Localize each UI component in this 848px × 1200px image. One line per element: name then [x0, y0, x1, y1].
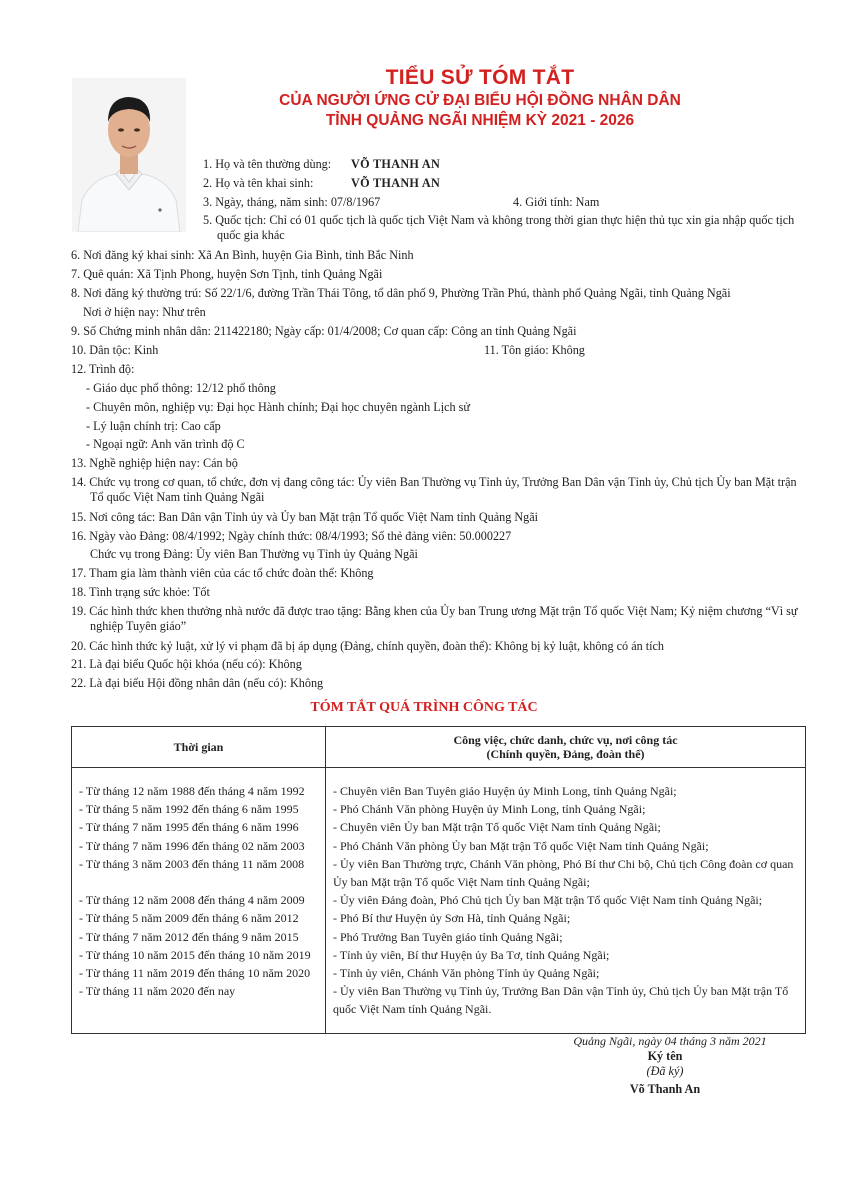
work-position: - Ủy viên Đảng đoàn, Phó Chủ tịch Ủy ban Mặt trận Tổ quốc Việt Nam tỉnh Quảng Ngãi; — [333, 893, 763, 908]
field-birth-date: 3. Ngày, tháng, năm sinh: 07/8/1967 — [203, 195, 381, 209]
work-period: - Từ tháng 3 năm 2003 đến tháng 11 năm 2008 — [79, 856, 305, 871]
signer-name: Võ Thanh An — [629, 1082, 701, 1096]
job-column-cell — [326, 768, 806, 1034]
work-period: - Từ tháng 5 năm 1992 đến tháng 6 năm 1995 — [79, 802, 299, 817]
field-peoples-council: 22. Là đại biểu Hội đồng nhân dân (nếu có): Không — [71, 676, 324, 690]
field-education-language: - Ngoại ngữ: Anh văn trình độ C — [86, 437, 245, 451]
work-period: - Từ tháng 7 năm 1996 đến tháng 02 năm 2003 — [79, 838, 305, 853]
field-discipline: 20. Các hình thức kỷ luật, xử lý vi phạm đã bị áp dụng (Đảng, chính quyền, đoàn thể): Không bị kỷ luật, không có án tích — [71, 639, 665, 653]
work-position: - Ủy viên Ban Thường vụ Tỉnh ủy, Trưởng Ban Dân vận Tỉnh ủy, Chủ tịch Ủy ban Mặt trận Tổ quốc Việt Nam tỉnh Quảng Ngãi. — [333, 984, 789, 1017]
work-position: - Phó Chánh Văn phòng Huyện ủy Minh Long, tỉnh Quảng Ngãi; — [333, 802, 646, 817]
field-education-political: - Lý luận chính trị: Cao cấp — [86, 419, 221, 433]
field-religion: 11. Tôn giáo: Không — [484, 343, 585, 357]
field-education-heading: 12. Trình độ: — [71, 362, 135, 376]
work-position: - Phó Trưởng Ban Tuyên giáo tỉnh Quảng Ngãi; — [333, 929, 563, 944]
time-column-cell — [72, 768, 326, 1034]
work-period: - Từ tháng 5 năm 2009 đến tháng 6 năm 2012 — [79, 911, 299, 926]
column-header-job-line1: Công việc, chức danh, chức vụ, nơi công tác — [453, 733, 678, 747]
portrait-photo — [72, 78, 186, 232]
work-position: - Tỉnh ủy viên, Chánh Văn phòng Tỉnh ủy Quảng Ngãi; — [333, 966, 600, 981]
field-workplace: 15. Nơi công tác: Ban Dân vận Tỉnh ủy và Ủy ban Mặt trận Tổ quốc Việt Nam tỉnh Quảng Ngãi — [71, 510, 539, 524]
field-nationality: 5. Quốc tịch: Chỉ có 01 quốc tịch là quốc tịch Việt Nam và không trong thời gian thực hiện thủ tục xin gia nhập quốc tịch quốc gia khác — [203, 213, 795, 242]
document-title: TIỂU SỬ TÓM TẮT — [385, 66, 575, 89]
document-subtitle-term: TỈNH QUẢNG NGÃI NHIỆM KỲ 2021 - 2026 — [325, 112, 635, 129]
field-current-address: Nơi ở hiện nay: Như trên — [83, 305, 206, 319]
work-position: - Phó Bí thư Huyện ủy Sơn Hà, tỉnh Quảng Ngãi; — [333, 911, 571, 926]
field-party-dates: 16. Ngày vào Đảng: 08/4/1992; Ngày chính thức: 08/4/1993; Số thẻ đảng viên: 50.000227 — [71, 529, 512, 543]
field-national-assembly: 21. Là đại biểu Quốc hội khóa (nếu có): Không — [71, 657, 302, 671]
field-education-general: - Giáo dục phổ thông: 12/12 phổ thông — [86, 381, 276, 395]
field-birth-name-value: VÕ THANH AN — [351, 176, 441, 190]
document-subtitle: CỦA NGƯỜI ỨNG CỬ ĐẠI BIỂU HỘI ĐỒNG NHÂN DÂN — [279, 92, 681, 109]
column-header-job — [326, 727, 806, 768]
row-spacer — [79, 873, 319, 891]
field-birth-registration: 6. Nơi đăng ký khai sinh: Xã An Bình, huyện Gia Bình, tỉnh Bắc Ninh — [71, 248, 414, 262]
work-period: - Từ tháng 12 năm 1988 đến tháng 4 năm 1992 — [79, 784, 305, 798]
table-header-row — [72, 727, 806, 768]
column-header-time: Thời gian — [72, 727, 326, 768]
work-period: - Từ tháng 10 năm 2015 đến tháng 10 năm 2019 — [79, 947, 311, 962]
work-position: - Phó Chánh Văn phòng Ủy ban Mặt trận Tổ quốc Việt Nam tỉnh Quảng Ngãi; — [333, 838, 709, 853]
work-history-title: TÓM TẮT QUÁ TRÌNH CÔNG TÁC — [310, 700, 538, 715]
field-organizations: 17. Tham gia làm thành viên của các tổ chức đoàn thể: Không — [71, 566, 374, 580]
work-period: - Từ tháng 12 năm 2008 đến tháng 4 năm 2009 — [79, 893, 305, 908]
row-spacer — [79, 1000, 319, 1018]
column-header-job-line2: (Chính quyền, Đảng, đoàn thể) — [486, 747, 645, 761]
field-ethnicity: 10. Dân tộc: Kinh — [71, 343, 159, 357]
work-period: - Từ tháng 7 năm 1995 đến tháng 6 năm 1996 — [79, 820, 299, 835]
field-gender: 4. Giới tính: Nam — [513, 195, 600, 209]
field-awards: 19. Các hình thức khen thưởng nhà nước đã được trao tặng: Bằng khen của Ủy ban Trung ương Mặt trận Tổ quốc Việt Nam; Kỷ niệm chương “Vì sự nghiệp Tuyên giáo” — [71, 604, 798, 633]
signature-title: Ký tên — [647, 1049, 683, 1063]
signature-date: Quảng Ngãi, ngày 04 tháng 3 năm 2021 — [573, 1034, 767, 1048]
work-position: - Ủy viên Ban Thường trực, Chánh Văn phòng, Phó Bí thư Chi bộ, Chủ tịch Công đoàn cơ quan Ủy ban Mặt trận Tổ quốc Việt Nam tỉnh Quảng Ngãi; — [333, 856, 794, 890]
work-position: - Chuyên viên Ban Tuyên giáo Huyện ủy Minh Long, tỉnh Quảng Ngãi; — [333, 784, 677, 798]
work-position: - Tỉnh ủy viên, Bí thư Huyện ủy Ba Tơ, tỉnh Quảng Ngãi; — [333, 947, 610, 962]
field-id-card: 9. Số Chứng minh nhân dân: 211422180; Ngày cấp: 01/4/2008; Cơ quan cấp: Công an tỉnh Quảng Ngãi — [71, 324, 577, 338]
work-period: - Từ tháng 11 năm 2020 đến nay — [79, 984, 236, 999]
signature-status: (Đã ký) — [646, 1064, 684, 1078]
field-position: 14. Chức vụ trong cơ quan, tổ chức, đơn vị đang công tác: Ủy viên Ban Thường vụ Tỉnh ủy, Trưởng Ban Dân vận Tỉnh ủy, Chủ tịch Ủy ban Mặt trận Tổ quốc Việt Nam tỉnh Quảng Ngãi — [71, 475, 797, 504]
field-education-professional: - Chuyên môn, nghiệp vụ: Đại học Hành chính; Đại học chuyên ngành Lịch sử — [86, 400, 470, 414]
field-birth-name-label: 2. Họ và tên khai sinh: — [203, 176, 314, 190]
field-hometown: 7. Quê quán: Xã Tịnh Phong, huyện Sơn Tịnh, tỉnh Quảng Ngãi — [71, 267, 383, 281]
field-occupation: 13. Nghề nghiệp hiện nay: Cán bộ — [71, 456, 238, 470]
table-row — [72, 768, 806, 1034]
field-party-position: Chức vụ trong Đảng: Ủy viên Ban Thường vụ Tỉnh ủy Quảng Ngãi — [90, 547, 418, 561]
work-history-table — [71, 726, 806, 1034]
field-common-name-value: VÕ THANH AN — [351, 157, 441, 171]
work-position: - Chuyên viên Ủy ban Mặt trận Tổ quốc Việt Nam tỉnh Quảng Ngãi; — [333, 820, 661, 835]
field-health: 18. Tình trạng sức khỏe: Tốt — [71, 585, 210, 599]
field-permanent-address: 8. Nơi đăng ký thường trú: Số 22/1/6, đường Trần Thái Tông, tổ dân phố 9, Phường Trần Phú, thành phố Quảng Ngãi, tỉnh Quảng Ngãi — [71, 286, 731, 300]
work-period: - Từ tháng 11 năm 2019 đến tháng 10 năm 2020 — [79, 966, 311, 981]
work-period: - Từ tháng 7 năm 2012 đến tháng 9 năm 2015 — [79, 929, 299, 944]
field-common-name-label: 1. Họ và tên thường dùng: — [203, 157, 332, 171]
